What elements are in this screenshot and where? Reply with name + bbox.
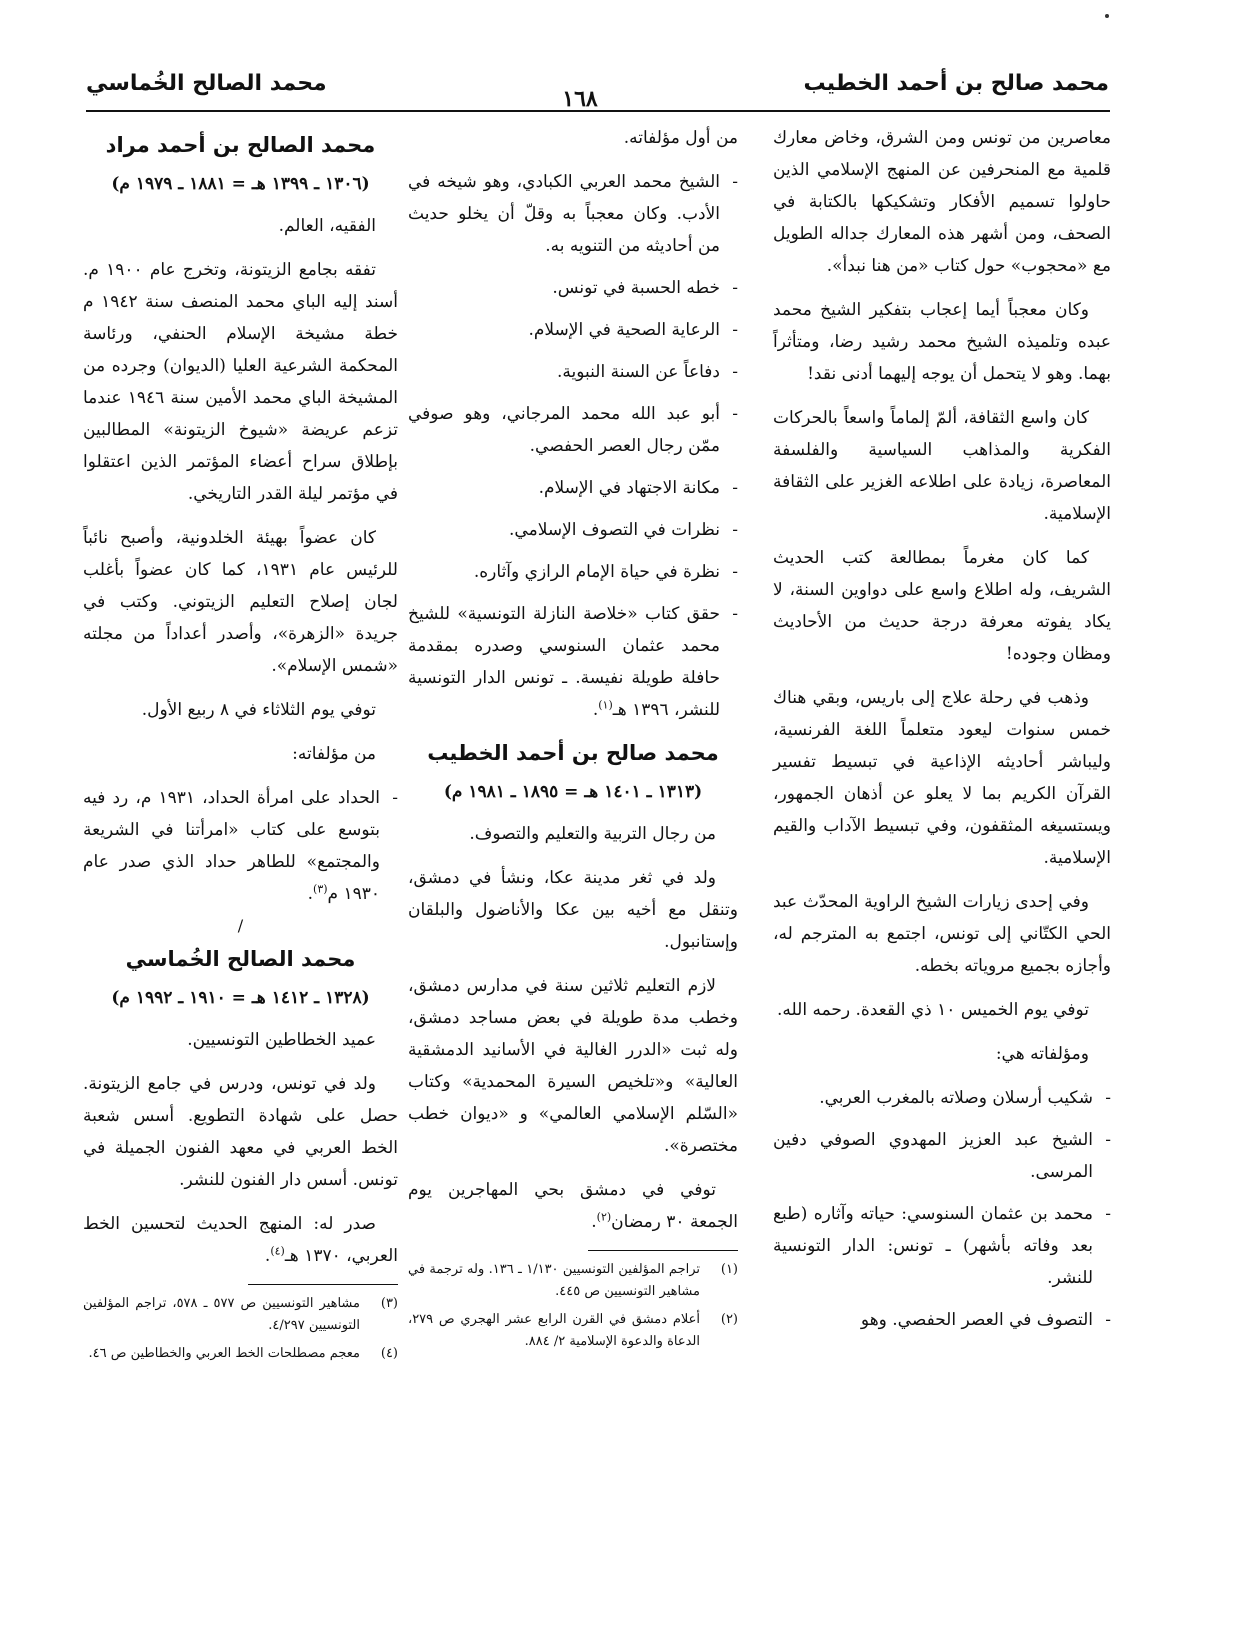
entry-dates: (١٣٢٨ ـ ١٤١٢ هـ = ١٩١٠ ـ ١٩٩٢ م) (111, 988, 370, 1008)
list-item: - أبو عبد الله محمد المرجاني، وهو صوفي ممّن رجال العصر الحفصي. (408, 398, 738, 462)
footnote-ref: (١) (598, 698, 613, 712)
scan-speck (1105, 14, 1109, 18)
list-item: - دفاعاً عن السنة النبوية. (408, 356, 738, 388)
paragraph: كان عضواً بهيئة الخلدونية، وأصبح نائباً للرئيس عام ١٩٣١، كما كان عضواً بأغلب لجان إصلاح التعليم الزيتوني. وكتب في جريدة «الزهرة»، وأصدر أعداداً من مجلته «شمس الإسلام». (83, 528, 398, 676)
works-list (408, 166, 738, 726)
paragraph: تفقه بجامع الزيتونة، وتخرج عام ١٩٠٠ م. أسند إليه الباي محمد المنصف سنة ١٩٤٢ م خطة مشيخة الإسلام الحنفي، ورئاسة المحكمة الشرعية العليا (الديوان) وجرده من المشيخة الباي محمد الأمين سنة ١٩٤٦ عندما تزعم عريضة «شيوخ الزيتونة» المطالبين بإطلاق سراح أعضاء المؤتمر الذين اعتقلوا في مؤتمر ليلة القدر التاريخي. (83, 260, 398, 504)
page-number: ١٦٨ (562, 86, 598, 112)
works-intro: ومؤلفاته هي: (995, 1044, 1089, 1064)
list-item: - خطه الحسبة في تونس. (408, 272, 738, 304)
entry-dates: (١٣١٣ ـ ١٤٠١ هـ = ١٨٩٥ ـ ١٩٨١ م) (443, 782, 703, 802)
entry-role: عميد الخطاطين التونسيين. (187, 1030, 376, 1050)
entry-role: الفقيه، العالم. (278, 216, 376, 236)
footnote-rule (588, 1250, 738, 1251)
issued-text: صدر له: المنهج الحديث لتحسين الخط العربي، ١٣٧٠ هـ (83, 1214, 398, 1266)
list-item: - مكانة الاجتهاد في الإسلام. (408, 472, 738, 504)
entry-dates: (١٣٠٦ ـ ١٣٩٩ هـ = ١٨٨١ ـ ١٩٧٩ م) (111, 174, 370, 194)
list-item: - الشيخ عبد العزيز المهدوي الصوفي دفين المرسى. (773, 1124, 1111, 1188)
footnote-number: (١) (720, 1262, 738, 1277)
entry-title: محمد الصالح بن أحمد مراد (105, 133, 376, 157)
paragraph: وفي إحدى زيارات الشيخ الراوية المحدّث عبد الحي الكتّاني إلى تونس، اجتمع به المترجم له، وأجازه بجميع مروياته بخطه. (773, 892, 1111, 976)
handwritten-mark: / (237, 916, 244, 935)
running-head-right: محمد صالح بن أحمد الخطيب (803, 71, 1109, 96)
list-item: - شكيب أرسلان وصلاته بالمغرب العربي. (773, 1082, 1111, 1114)
footnote-text: مشاهير التونسيين ص ٥٧٧ ـ ٥٧٨، تراجم المؤلفين التونسيين ٤/٢٩٧. (83, 1296, 360, 1333)
paragraph: من أول مؤلفاته. (623, 128, 738, 148)
paragraph: ولد في تونس، ودرس في جامع الزيتونة. حصل على شهادة التطويع. أسس شعبة الخط العربي في معهد الفنون الجميلة في تونس. أسس دار الفنون للنشر. (83, 1074, 398, 1190)
footnote-rule (248, 1284, 398, 1285)
footnote (83, 1293, 398, 1337)
footnote-ref: (٢) (596, 1210, 612, 1224)
entry-title: محمد الصالح الخُماسي (125, 947, 356, 971)
works-list (773, 1082, 1111, 1336)
list-item: - الشيخ محمد العربي الكبادي، وهو شيخه في الأدب. وكان معجباً به وقلّ أن يخلو حديث من أحاديثه من التنويه به. (408, 166, 738, 262)
works-list (83, 782, 398, 910)
paragraph: من رجال التربية والتعليم والتصوف. (469, 824, 716, 844)
footnote-text: معجم مصطلحات الخط العربي والخطاطين ص ٤٦. (88, 1346, 360, 1361)
footnote-number: (٢) (720, 1312, 738, 1327)
column-right (773, 122, 1111, 1346)
paragraph: توفي يوم الثلاثاء في ٨ ربيع الأول. (141, 700, 376, 720)
footnote-text: أعلام دمشق في القرن الرابع عشر الهجري ص ٢٧٩، الدعاة والدعوة الإسلامية ٢/ ٨٨٤. (408, 1312, 700, 1349)
paragraph: كان واسع الثقافة، ألمّ إلماماً واسعاً بالحركات الفكرية والمذاهب السياسية والفلسفة المعاصرة، زيادة على اطلاعه الغزير على الثقافة الإسلامية. (773, 408, 1111, 524)
footnote-number: (٣) (380, 1296, 398, 1311)
list-item: - نظرة في حياة الإمام الرازي وآثاره. (408, 556, 738, 588)
paragraph: توفي في دمشق بحي المهاجرين يوم الجمعة ٣٠ رمضان$^{(٢)}$. (408, 1180, 738, 1232)
running-head-left: محمد الصالح الخُماسي (86, 71, 327, 96)
list-item: - الحداد على امرأة الحداد، ١٩٣١ م، رد فيه بتوسع على كتاب «امرأتنا في الشريعة والمجتمع» للطاهر حداد الذي صدر عام ١٩٣٠ م$^{(٣)}$. (83, 782, 398, 910)
paragraph: معاصرين من تونس ومن الشرق، وخاض معارك قلمية مع المنحرفين عن المنهج الإسلامي الذين حاولوا تسميم الأفكار وتشكيكها بالكتابة في الصحف، ومن أشهر هذه المعارك جداله الطويل مع «محجوب» حول كتاب «من هنا نبدأ». (773, 128, 1111, 276)
footnote (408, 1259, 738, 1303)
paragraph: ولد في ثغر مدينة عكا، ونشأ في دمشق، وتنقل مع أخيه بين عكا والأناضول والبلقان وإستانبول. (408, 868, 738, 952)
death-text: توفي في دمشق بحي المهاجرين يوم الجمعة ٣٠ رمضان (408, 1180, 738, 1232)
footnote-number: (٤) (380, 1346, 398, 1361)
paragraph: لازم التعليم ثلاثين سنة في مدارس دمشق، وخطب مدة طويلة في بعض مساجد دمشق، وله ثبت «الدرر الغالية في الأسانيد الدمشقية العالية» و«تلخيص السيرة المحمدية» وكتاب «السّلم الإسلامي العالمي» و «ديوان خطب مختصرة». (408, 976, 738, 1156)
list-item: - حقق كتاب «خلاصة النازلة التونسية» للشيخ محمد عثمان السنوسي وصدره بمقدمة حافلة طويلة نفيسة. ـ تونس الدار التونسية للنشر، ١٣٩٦ هـ$^{(١)}$. (408, 598, 738, 726)
works-intro: من مؤلفاته: (292, 744, 376, 764)
list-item: - نظرات في التصوف الإسلامي. (408, 514, 738, 546)
paragraph: توفي يوم الخميس ١٠ ذي القعدة. رحمه الله. (777, 1000, 1089, 1020)
column-left (83, 122, 398, 1371)
list-item: - الرعاية الصحية في الإسلام. (408, 314, 738, 346)
footnote-ref: (٤) (270, 1244, 285, 1258)
paragraph: وكان معجباً أيما إعجاب بتفكير الشيخ محمد عبده وتلميذه الشيخ محمد رشيد رضا، ومتأثراً بهما. وهو لا يتحمل أن يوجه إليهما أدنى نقد! (773, 300, 1111, 384)
footnote (83, 1343, 398, 1365)
paragraph: صدر له: المنهج الحديث لتحسين الخط العربي، ١٣٧٠ هـ$^{(٤)}$. (83, 1214, 398, 1266)
footnote-ref: (٣) (313, 882, 328, 896)
header-rule (86, 110, 1110, 112)
publisher-line: ـ تونس الدار التونسية للنشر، ١٣٩٦ هـ (408, 668, 720, 720)
paragraph: وذهب في رحلة علاج إلى باريس، وبقي هناك خمس سنوات ليعود متعلماً اللغة الفرنسية، وليباشر أحاديثه الإذاعية في تبسيط تفسير القرآن الكريم بما لا يعلو عن أذهان الجمهور، ويستسيغه المثقفون، وفي تبسيط الآداب والقيم الإسلامية. (773, 688, 1111, 868)
footnote (408, 1309, 738, 1353)
list-item: - التصوف في العصر الحفصي. وهو (773, 1304, 1111, 1336)
list-item-text: الحداد على امرأة الحداد، ١٩٣١ م، رد فيه بتوسع على كتاب «امرأتنا في الشريعة والمجتمع» للطاهر حداد الذي صدر عام ١٩٣٠ م (83, 788, 380, 904)
entry-title: محمد صالح بن أحمد الخطيب (427, 741, 719, 765)
footnote-text: تراجم المؤلفين التونسيين ١/١٣٠ ـ ١٣٦. وله ترجمة في مشاهير التونسيين ص ٤٤٥. (408, 1262, 700, 1299)
list-item-text: حقق كتاب «خلاصة النازلة التونسية» للشيخ محمد عثمان السنوسي وصدره بمقدمة حافلة طويلة نفيسة. (408, 604, 721, 688)
list-item: - محمد بن عثمان السنوسي: حياته وآثاره (طبع بعد وفاته بأشهر) ـ تونس: الدار التونسية للنشر. (773, 1198, 1111, 1294)
paragraph: كما كان مغرماً بمطالعة كتب الحديث الشريف، وله اطلاع واسع على دواوين السنة، لا يكاد يفوته معرفة درجة حديث من الأحاديث ومظان وجوده! (773, 548, 1111, 664)
column-middle (408, 122, 738, 1359)
